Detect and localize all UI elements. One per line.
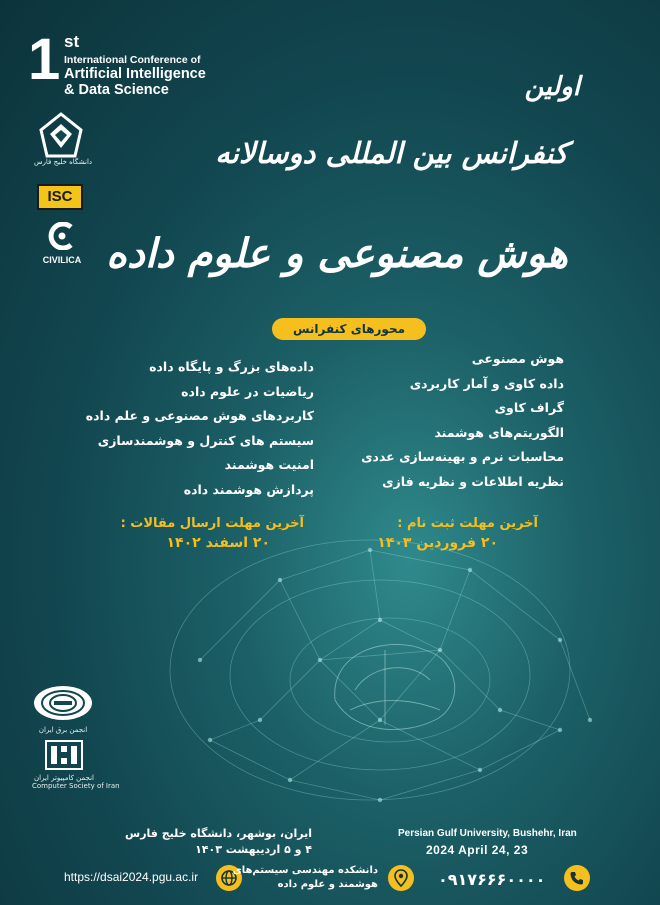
ordinal-suffix: st	[64, 32, 80, 51]
csi-emblem-icon	[45, 740, 83, 770]
ordinal-number: 1	[28, 27, 61, 92]
ieee-iran-caption: انجمن برق ایران	[38, 726, 88, 734]
website-link[interactable]: https://dsai2024.pgu.ac.ir	[64, 870, 199, 884]
venue-date-fa: ۴ و ۵ اردیبهشت ۱۴۰۳	[195, 843, 312, 856]
phone-number[interactable]: ۰۹۱۷۶۶۶۰۰۰۰	[438, 870, 546, 889]
phone-icon	[564, 865, 590, 891]
topic-item: سیستم های کنترل و هوشمندسازی	[97, 432, 314, 448]
civilica-label: CIVILICA	[42, 255, 82, 265]
university-logo	[34, 112, 93, 176]
topic-item: الگوریتم‌های هوشمند	[434, 424, 564, 440]
topic-item: کاربردهای هوش مصنوعی و علم داده	[85, 408, 314, 424]
venue-english: Persian Gulf University, Bushehr, Iran	[398, 828, 577, 839]
en-title-line3: & Data Science	[64, 82, 169, 98]
topic-item: گراف کاوی	[494, 400, 564, 416]
ieee-iran-logo	[28, 684, 98, 736]
topic-item: داده‌های بزرگ و پایگاه داده	[149, 359, 314, 374]
registration-deadline	[377, 516, 538, 551]
conference-axes-badge: محورهای کنفرانس	[272, 318, 426, 340]
english-conference-title	[28, 27, 228, 100]
ieee-iran-emblem-icon	[32, 684, 94, 722]
en-title-line1: International Conference of	[64, 54, 201, 66]
title-ordinal: اولین	[524, 72, 580, 102]
topic-item: پردازش هوشمند داده	[183, 481, 314, 497]
faculty-name	[233, 864, 378, 892]
registration-deadline-label: آخرین مهلت ثبت نام :	[397, 516, 538, 531]
topics-list-right	[324, 347, 564, 495]
paper-deadline-label: آخرین مهلت ارسال مقالات :	[120, 516, 304, 531]
venue-persian	[125, 826, 312, 858]
registration-deadline-date: ۲۰ فروردین ۱۴۰۳	[377, 535, 498, 551]
location-pin-icon	[388, 865, 414, 891]
civilica-logo	[36, 222, 88, 266]
faculty-name-line1: دانشکده مهندسی سیستم‌های	[232, 865, 378, 876]
faculty-name-line2: هوشمند و علوم داده	[277, 879, 378, 890]
computer-society-iran-logo	[32, 740, 120, 800]
csi-caption-en: Computer Society of Iran	[32, 782, 120, 790]
university-caption: دانشگاه خلیج فارس	[34, 158, 93, 166]
title-conference-type: کنفرانس بین المللی دوسالانه	[215, 136, 568, 170]
topic-item: هوش مصنوعی	[471, 351, 564, 366]
date-english: 2024 April 24, 23	[426, 843, 529, 857]
topic-item: محاسبات نرم و بهینه‌سازی عددی	[361, 449, 564, 465]
topic-item: ریاضیات در علوم داده	[181, 383, 314, 399]
topics-list-left	[74, 355, 314, 503]
isc-logo: ISC	[37, 184, 83, 210]
paper-deadline	[121, 516, 304, 551]
csi-caption-fa: انجمن کامپیوتر ایران	[34, 774, 94, 782]
university-emblem-icon	[39, 112, 83, 158]
title-main: هوش مصنوعی و علوم داده	[106, 230, 568, 277]
venue-location-fa: ایران، بوشهر، دانشگاه خلیج فارس	[125, 827, 312, 840]
topic-item: نظریه اطلاعات و نظریه فازی	[382, 473, 564, 489]
paper-deadline-date: ۲۰ اسفند ۱۴۰۲	[166, 535, 270, 551]
en-title-line2: Artificial Intelligence	[64, 66, 206, 82]
topic-item: داده کاوی و آمار کاربردی	[409, 375, 564, 391]
topic-item: امنیت هوشمند	[224, 457, 314, 473]
brain-network-illustration	[140, 520, 620, 840]
civilica-emblem-icon	[47, 222, 77, 250]
